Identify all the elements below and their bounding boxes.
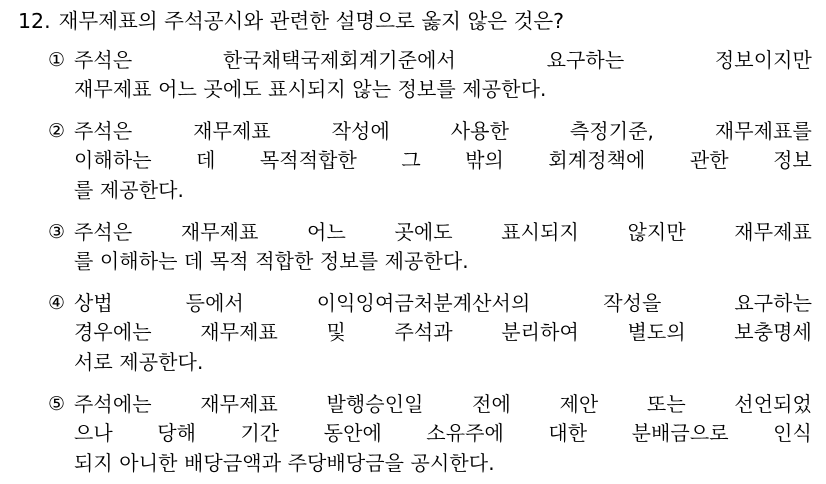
choice-marker: ① — [48, 48, 66, 71]
question-text: 재무제표의 주석공시와 관련한 설명으로 옳지 않은 것은? — [58, 9, 565, 33]
choice-line: 상법 등에서 이익잉여금처분계산서의 작성을 요구하는 — [74, 290, 812, 315]
choice-line: 주석은 재무제표 어느 곳에도 표시되지 않지만 재무제표 — [74, 219, 812, 244]
question-number: 12. — [18, 9, 51, 33]
choice-line: 를 제공한다. — [74, 178, 185, 203]
choice-item[interactable] — [48, 390, 812, 479]
choice-text — [74, 218, 812, 277]
choice-marker: ② — [48, 119, 66, 142]
choice-text — [74, 390, 812, 479]
choice-line: 되지 아니한 배당금액과 주당배당금을 공시한다. — [74, 450, 495, 475]
choice-list — [48, 46, 812, 479]
question-header — [18, 8, 812, 36]
choice-marker: ④ — [48, 291, 66, 314]
choice-item[interactable] — [48, 218, 812, 277]
choice-line: 경우에는 재무제표 및 주석과 분리하여 별도의 보충명세 — [74, 320, 812, 345]
choice-item[interactable] — [48, 117, 812, 206]
choice-text — [74, 117, 812, 206]
choice-item[interactable] — [48, 46, 812, 105]
choice-text — [74, 46, 812, 105]
choice-line: 주석에는 재무제표 발행승인일 전에 제안 또는 선언되었 — [74, 391, 812, 416]
choice-item[interactable] — [48, 289, 812, 378]
choice-line: 주석은 재무제표 작성에 사용한 측정기준, 재무제표를 — [74, 118, 812, 143]
choice-line: 이해하는 데 목적적합한 그 밖의 회계정책에 관한 정보 — [74, 148, 812, 173]
choice-marker: ⑤ — [48, 392, 66, 415]
choice-line: 재무제표 어느 곳에도 표시되지 않는 정보를 제공한다. — [74, 77, 547, 102]
choice-line: 를 이해하는 데 목적 적합한 정보를 제공한다. — [74, 249, 469, 274]
choice-marker: ③ — [48, 220, 66, 243]
choice-line: 서로 제공한다. — [74, 350, 204, 375]
choice-line: 주석은 한국채택국제회계기준에서 요구하는 정보이지만 — [74, 47, 812, 72]
choice-text — [74, 289, 812, 378]
choice-line: 으나 당해 기간 동안에 소유주에 대한 분배금으로 인식 — [74, 421, 812, 446]
